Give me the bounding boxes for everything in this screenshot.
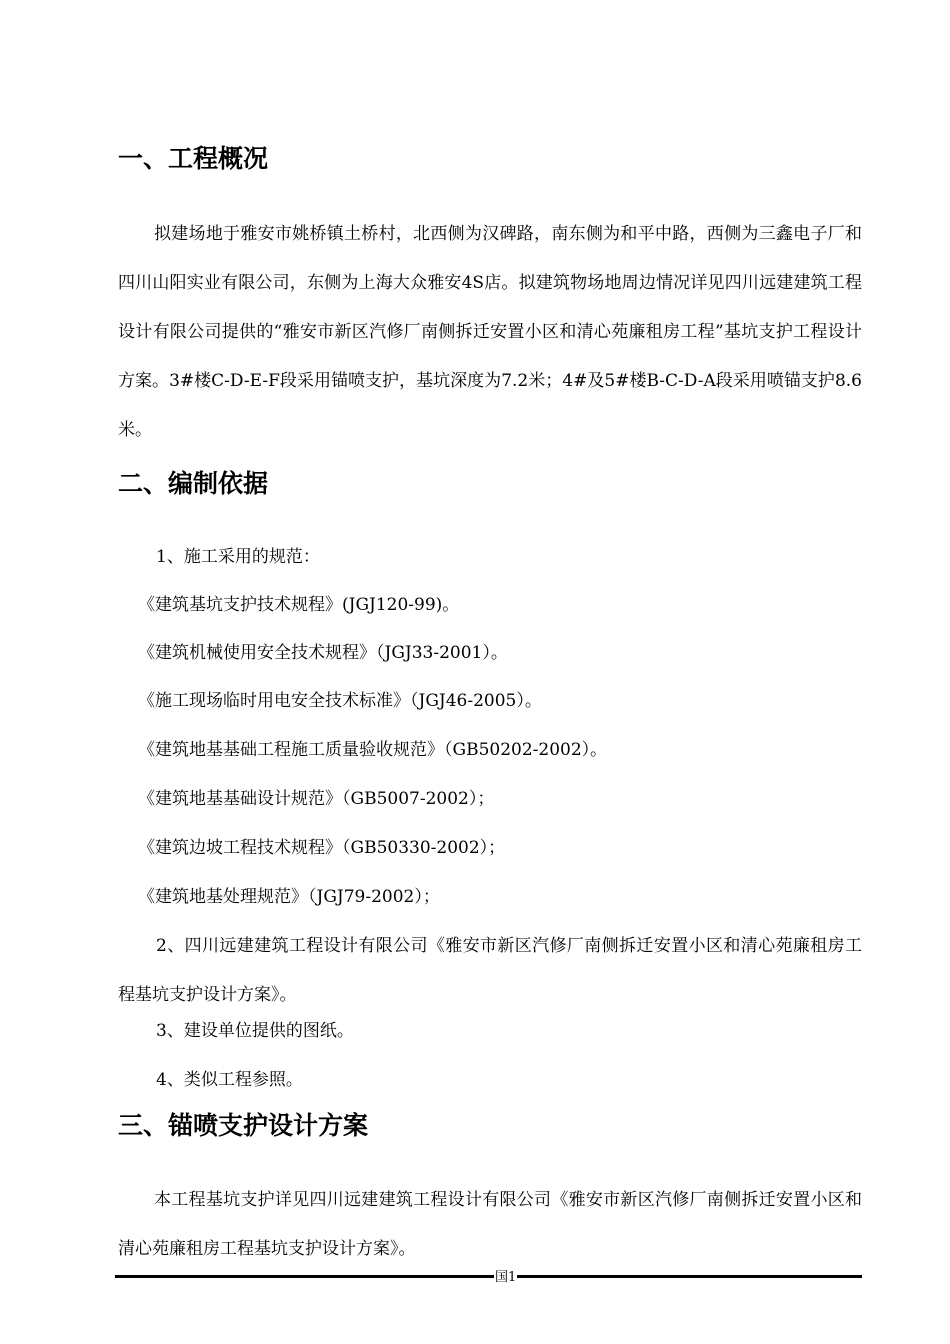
section-3-heading: 三、锚喷支护设计方案 [118,1111,369,1140]
section-1-heading: 一、工程概况 [118,144,269,173]
section-1-paragraph: 拟建场地于雅安市姚桥镇土桥村，北西侧为汉碑路，南东侧为和平中路，西侧为三鑫电子厂和四川山阳实业有限公司，东侧为上海大众雅安4S店。拟建筑物场地周边情况详见四川远建建筑工程设计有限公司提供的“雅安市新区汽修厂南侧拆迁安置小区和清心苑廉租房工程”基坑支护工程设计方案。3#楼C-D-E-F段采用锚喷支护，基坑深度为7.2米；4#及5#楼B-C-D-A段采用喷锚支护8.6米。 [118,224,862,440]
standard-item: 《建筑地基基础设计规范》（GB5007-2002）； [138,789,495,809]
basis-item-3: 3、建设单位提供的图纸。 [156,1021,354,1041]
standard-item: 《建筑基坑支护技术规程》(JGJ120-99)。 [138,595,460,615]
basis-item-1: 1、施工采用的规范： [156,547,320,567]
standard-item: 《建筑边坡工程技术规程》（GB50330-2002）； [138,838,506,858]
footer-rule [115,1275,862,1278]
page-number: 国1 [495,1270,517,1285]
standard-item: 《建筑地基处理规范》（JGJ79-2002）； [138,887,440,907]
standard-item: 《建筑机械使用安全技术规程》（JGJ33-2001）。 [138,643,508,663]
standard-item: 《施工现场临时用电安全技术标准》（JGJ46-2005）。 [138,691,542,711]
basis-item-4: 4、类似工程参照。 [156,1070,303,1090]
standard-item: 《建筑地基基础工程施工质量验收规范》（GB50202-2002）。 [138,740,608,760]
section-2-heading: 二、编制依据 [118,469,269,498]
section-3-paragraph: 本工程基坑支护详见四川远建建筑工程设计有限公司《雅安市新区汽修厂南侧拆迁安置小区和清心苑廉租房工程基坑支护设计方案》。 [118,1190,862,1259]
basis-item-2: 2、四川远建建筑工程设计有限公司《雅安市新区汽修厂南侧拆迁安置小区和清心苑廉租房工程基坑支护设计方案》。 [118,936,862,1005]
